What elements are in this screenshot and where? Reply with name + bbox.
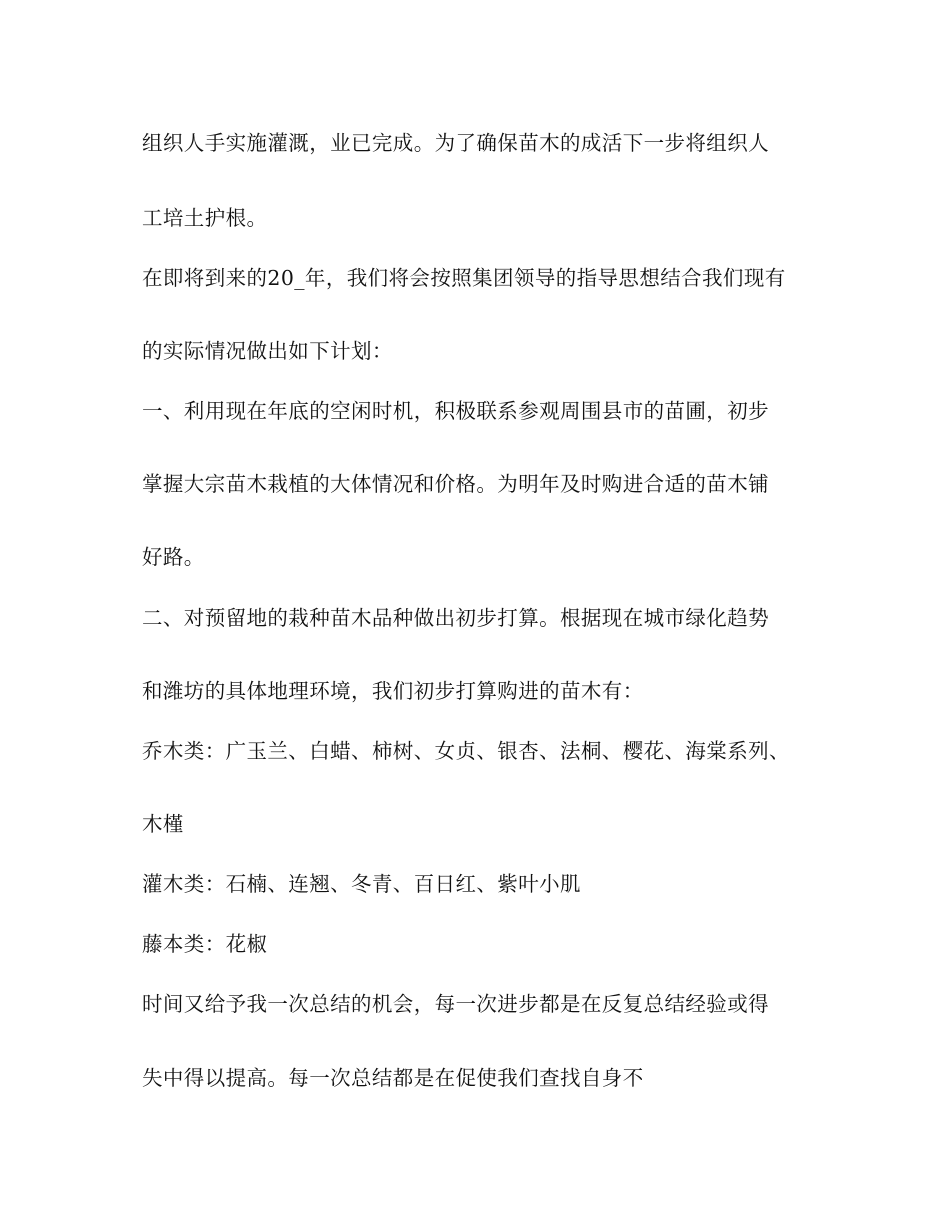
- text-line: 工培土护根。: [142, 206, 268, 230]
- text-line: 和潍坊的具体地理环境，我们初步打算购进的苗木有：: [142, 679, 644, 703]
- text-line: 乔木类：广玉兰、白蜡、柿树、女贞、银杏、法桐、樱花、海棠系列、: [142, 739, 790, 763]
- text-line: 时间又给予我一次总结的机会，每一次进步都是在反复总结经验或得: [142, 992, 769, 1016]
- text-line: 灌木类：石楠、连翘、冬青、百日红、紫叶小肌: [142, 872, 581, 896]
- text-line: 二、对预留地的栽种苗木品种做出初步打算。根据现在城市绿化趋势: [142, 606, 769, 630]
- text-line: 在即将到来的20_年，我们将会按照集团领导的指导思想结合我们现有: [142, 266, 786, 290]
- text-line: 失中得以提高。每一次总结都是在促使我们查找自身不: [142, 1066, 644, 1090]
- text-line: 好路。: [142, 545, 205, 569]
- text-line: 木槿: [142, 812, 184, 836]
- text-line: 组织人手实施灌溉，业已完成。为了确保苗木的成活下一步将组织人: [142, 131, 769, 155]
- text-line: 掌握大宗苗木栽植的大体情况和价格。为明年及时购进合适的苗木铺: [142, 472, 769, 496]
- text-line: 藤本类：花椒: [142, 932, 268, 956]
- text-line: 一、利用现在年底的空闲时机，积极联系参观周围县市的苗圃，初步: [142, 399, 769, 423]
- text-line: 的实际情况做出如下计划：: [142, 339, 393, 363]
